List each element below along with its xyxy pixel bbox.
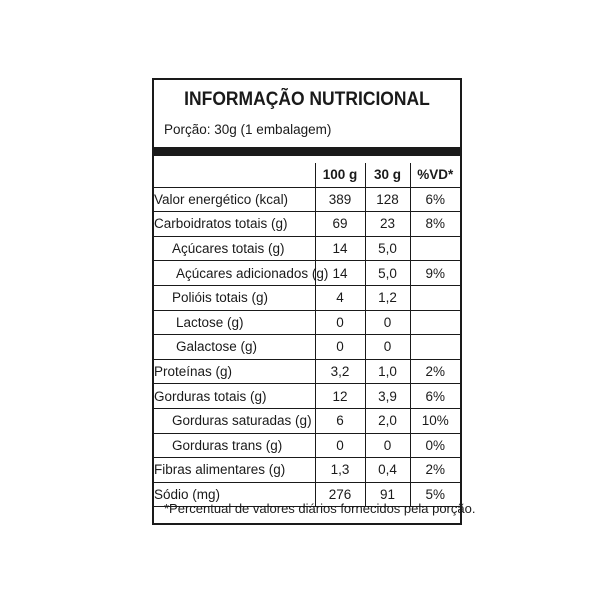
nutrient-row: [154, 212, 460, 237]
nutrient-name: Gorduras trans (g): [154, 433, 315, 458]
nutrient-rows: [154, 187, 460, 507]
value-per-portion: 3,9: [365, 384, 410, 409]
value-per-portion: 128: [365, 187, 410, 212]
value-per-100g: 0: [315, 335, 365, 360]
value-per-100g: 0: [315, 310, 365, 335]
column-header-100g: 100 g: [315, 163, 365, 187]
nutrient-name: Galactose (g): [154, 335, 315, 360]
value-per-100g: 1,3: [315, 458, 365, 483]
column-header-vd: %VD*: [410, 163, 460, 187]
value-per-100g: 14: [315, 236, 365, 261]
value-per-100g: 3,2: [315, 359, 365, 384]
value-per-portion: 0,4: [365, 458, 410, 483]
daily-value-percent: 2%: [410, 458, 460, 483]
value-per-100g: 389: [315, 187, 365, 212]
value-per-portion: 1,2: [365, 285, 410, 310]
nutrient-row: [154, 187, 460, 212]
value-per-100g: 12: [315, 384, 365, 409]
header-divider-bar: [154, 147, 460, 156]
nutrient-row: [154, 261, 460, 286]
label-title: INFORMAÇÃO NUTRICIONAL: [184, 89, 430, 110]
nutrient-name: Carboidratos totais (g): [154, 212, 315, 237]
nutrient-column-header: [154, 163, 315, 187]
daily-value-percent: 10%: [410, 408, 460, 433]
nutrient-row: [154, 433, 460, 458]
value-per-portion: 5,0: [365, 236, 410, 261]
value-per-portion: 91: [365, 482, 410, 507]
daily-value-percent: 8%: [410, 212, 460, 237]
daily-value-percent: [410, 236, 460, 261]
nutrient-row: [154, 359, 460, 384]
value-per-portion: 1,0: [365, 359, 410, 384]
nutrient-name: Gorduras totais (g): [154, 384, 315, 409]
footnote-section: [154, 494, 476, 523]
nutrient-name: Fibras alimentares (g): [154, 458, 315, 483]
nutrient-row: [154, 310, 460, 335]
value-per-portion: 5,0: [365, 261, 410, 286]
value-per-100g: 276: [315, 482, 365, 507]
value-per-100g: 0: [315, 433, 365, 458]
value-per-portion: 23: [365, 212, 410, 237]
nutrition-table: [154, 163, 460, 507]
nutrient-name: Valor energético (kcal): [154, 187, 315, 212]
nutrient-row: [154, 408, 460, 433]
nutrient-row: [154, 458, 460, 483]
value-per-portion: 0: [365, 433, 410, 458]
daily-value-percent: 2%: [410, 359, 460, 384]
nutrient-name: Gorduras saturadas (g): [154, 408, 315, 433]
value-per-100g: 69: [315, 212, 365, 237]
nutrient-name: Açúcares adicionados (g): [154, 261, 315, 286]
nutrition-facts-label: [152, 78, 476, 525]
column-header-30g: 30 g: [365, 163, 410, 187]
daily-value-percent: 5%: [410, 482, 460, 507]
daily-value-percent: 9%: [410, 261, 460, 286]
nutrient-row: [154, 236, 460, 261]
footnote: *Percentual de valores diários fornecidos pela porção.: [164, 501, 476, 516]
value-per-100g: 4: [315, 285, 365, 310]
value-per-100g: 14: [315, 261, 365, 286]
nutrient-name: Açúcares totais (g): [154, 236, 315, 261]
daily-value-percent: [410, 285, 460, 310]
value-per-100g: 6: [315, 408, 365, 433]
portion-size: Porção: 30g (1 embalagem): [164, 122, 332, 137]
value-per-portion: 0: [365, 335, 410, 360]
daily-value-percent: 0%: [410, 433, 460, 458]
daily-value-percent: [410, 310, 460, 335]
daily-value-percent: 6%: [410, 187, 460, 212]
table-header-row: [154, 163, 460, 187]
nutrient-name: Proteínas (g): [154, 359, 315, 384]
value-per-portion: 0: [365, 310, 410, 335]
value-per-portion: 2,0: [365, 408, 410, 433]
daily-value-percent: [410, 335, 460, 360]
nutrient-row: [154, 335, 460, 360]
nutrient-name: Lactose (g): [154, 310, 315, 335]
nutrient-row: [154, 285, 460, 310]
nutrient-name: Polióis totais (g): [154, 285, 315, 310]
daily-value-percent: 6%: [410, 384, 460, 409]
nutrient-row: [154, 384, 460, 409]
nutrient-name: Sódio (mg): [154, 482, 315, 507]
